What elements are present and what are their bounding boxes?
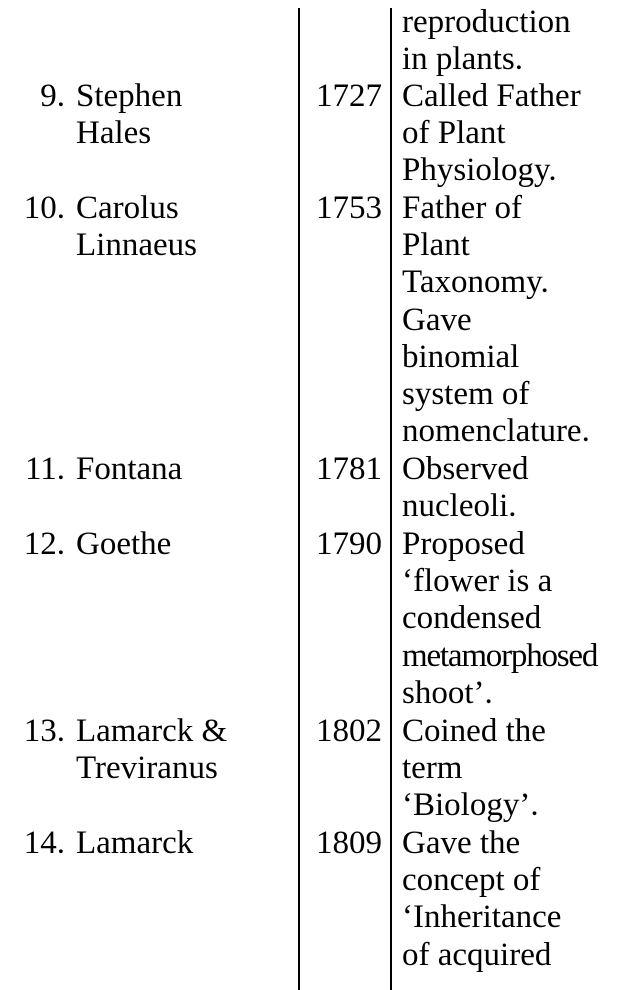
scientist-name-cell [76,825,294,862]
scientist-name-line: Lamarck [76,825,194,861]
description-line: metamorphosed [402,637,598,674]
scientist-name-cell [76,78,294,152]
description-cell [402,190,632,450]
scientist-name-cell [76,526,294,563]
scientist-name-line: Lamarck & [76,713,228,749]
description-line: Gave the [402,825,521,861]
entry-number: 13. [23,713,65,749]
year-cell: 1753 [316,190,382,226]
description-line: Gave [402,301,472,338]
description-cell [402,825,632,974]
scientist-name-line: Stephen [76,78,183,114]
description-cell [402,526,632,712]
description-line: Proposed [402,526,525,562]
entry-number: 12. [23,526,65,562]
entry-number: 11. [24,451,65,487]
scientist-name-line: Carolus [76,190,179,226]
scientist-name-line: Linnaeus [76,227,197,264]
description-line: nucleoli. [402,488,517,525]
description-line: Coined the [402,713,546,749]
description-line: term [402,750,463,787]
column-divider-right [390,8,392,990]
description-line: condensed [402,600,542,637]
entry-number: 9. [40,78,65,114]
description-line: system of [402,376,530,413]
scientist-name-cell [76,713,294,787]
year-cell: 1790 [316,526,382,562]
description-line: Father of [402,190,523,226]
year-cell: 1809 [316,825,382,861]
description-line: of Plant [402,115,506,152]
scientist-name-line: Goethe [76,526,172,562]
year-cell: 1802 [316,713,382,749]
description-line: Taxonomy. [402,264,549,301]
scientist-name-line: Fontana [76,451,183,487]
description-line: Plant [402,227,470,264]
description-cell [402,78,632,190]
year-cell: 1727 [316,78,382,114]
scientist-name-line: Hales [76,115,152,152]
description-line: shoot’. [402,674,493,711]
description-line: ‘Biology’. [402,787,539,824]
description-line: ‘Inheritance [402,899,562,936]
year-cell: 1781 [316,451,382,487]
description-line: in plants. [402,41,523,78]
description-line: nomenclature. [402,413,590,450]
description-line: concept of [402,862,541,899]
description-line: binomial [402,338,520,375]
description-line: Observed [402,451,529,487]
description-line: reproduction [402,4,571,40]
description-line: Physiology. [402,152,557,189]
entry-number: 14. [23,825,65,861]
scientist-name-cell [76,190,294,264]
scientist-name-cell [76,451,294,488]
entry-number: 10. [23,190,65,226]
description-line: ‘flower is a [402,563,553,600]
description-line: Called Father [402,78,581,114]
description-cell [402,451,632,525]
description-line: of acquired [402,936,552,973]
description-cell [402,4,632,78]
description-cell [402,713,632,825]
scientist-name-line: Treviranus [76,750,218,787]
